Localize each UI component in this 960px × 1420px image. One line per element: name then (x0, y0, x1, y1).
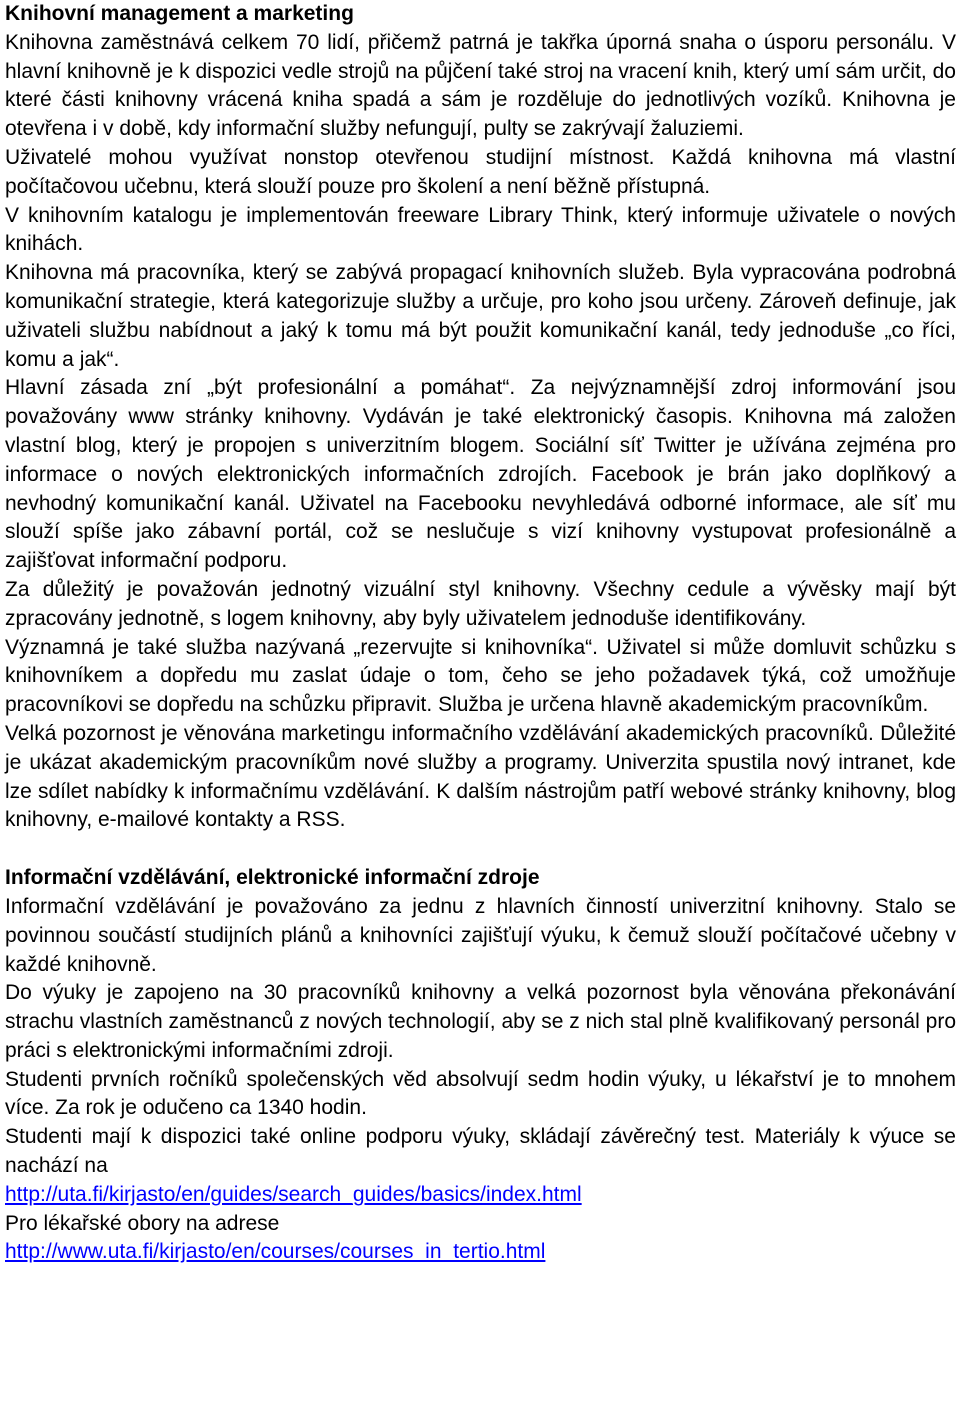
paragraph: Velká pozornost je věnována marketingu informačního vzdělávání akademických pracovníků. Důležité je ukázat akademickým pracovníkům nové služby a programy. Univerzita spustila nový intranet, kde lze sdílet nabídky k informačnímu vzdělávání. K dalším nástrojům patří webové stránky knihovny, blog knihovny, e-mailové kontakty a RSS. (5, 721, 956, 832)
paragraph: Hlavní zásada zní „být profesionální a pomáhat“. Za nejvýznamnější zdroj informování jsou považovány www stránky knihovny. Vydáván je také elektronický časopis. Knihovna má založen vlastní blog, který je propojen s univerzitním blogem. Sociální síť Twitter je užívána zejména pro informace o nových elektronických informačních zdrojích. Facebook je brán jako doplňkový a nevhodný komunikační kanál. Uživatel na Facebooku nevyhledává odborné informace, ale síť mu slouží spíše jako zábavní portál, což se neslučuje s vizí knihovny vystupovat profesionálně a zajišťovat informační podporu. (5, 376, 956, 573)
paragraph: Knihovna zaměstnává celkem 70 lidí, přičemž patrná je takřka úporná snaha o úsporu personálu. V hlavní knihovně je k dispozici vedle strojů na půjčení také stroj na vracení knih, který umí sám určit, do které části knihovny vrácená kniha spadá a sám je rozděluje do jednotlivých vozíků. Knihovna je otevřena i v době, kdy informační služby nefungují, pulty se zakrývají žaluziemi. (5, 30, 956, 141)
paragraph: Uživatelé mohou využívat nonstop otevřenou studijní místnost. Každá knihovna má vlastní počítačovou učebnu, která slouží pouze pro školení a není běžně přístupná. (5, 145, 956, 198)
link-line-courses (5, 1238, 956, 1267)
paragraph: Studenti mají k dispozici také online podporu výuky, skládají závěrečný test. Materiály k výuce se nachází na (5, 1125, 956, 1178)
paragraph: Za důležitý je považován jednotný vizuální styl knihovny. Všechny cedule a vývěsky mají být zpracovány jednotně, s logem knihovny, aby byly uživatelem jednoduše identifikovány. (5, 577, 956, 630)
link-label-medical: Pro lékařské obory na adrese (5, 1211, 280, 1235)
paragraph: Do výuky je zapojeno na 30 pracovníků knihovny a velká pozornost byla věnována překonávání strachu vlastních zaměstnanců z nových technologií, aby se z nich stal plně kvalifikovaný personál pro práci s elektronickými informačními zdroji. (5, 981, 956, 1062)
paragraph: Významná je také služba nazývaná „rezervujte si knihovníka“. Uživatel si může domluvit schůzku s knihovníkem a dopředu mu zaslat údaje o tom, čeho se jeho požadavek týká, což umožňuje pracovníkovi se dopředu na schůzku připravit. Služba je určena hlavně akademickým pracovníkům. (5, 635, 956, 717)
paragraph: Studenti prvních ročníků společenských věd absolvují sedm hodin výuky, u lékařství je to mnohem více. Za rok je odučeno ca 1340 hodin. (5, 1067, 956, 1120)
link-search-guides-basics[interactable]: http://uta.fi/kirjasto/en/guides/search_guides/basics/index.html (5, 1182, 582, 1206)
paragraph: Knihovna má pracovníka, který se zabývá propagací knihovních služeb. Byla vypracována podrobná komunikační strategie, která kategorizuje služby a určuje, pro koho jsou určeny. Zároveň definuje, jak uživateli službu nabídnout a jaký k tomu má být použit komunikační kanál, tedy jednoduše „co říci, komu a jak“. (5, 261, 956, 371)
link-line-basics (5, 1181, 956, 1210)
section-heading-education: Informační vzdělávání, elektronické informační zdroje (5, 866, 540, 890)
paragraph: Informační vzdělávání je považováno za jednu z hlavních činností univerzitní knihovny. Stalo se povinnou součástí studijních plánů a knihovníci zajišťují výuku, k čemuž slouží počítačové učebny v každé knihovně. (5, 894, 956, 976)
section-spacer (5, 835, 956, 864)
section-heading-management: Knihovní management a marketing (5, 2, 354, 25)
paragraph: V knihovním katalogu je implementován freeware Library Think, který informuje uživatele o nových knihách. (5, 203, 956, 256)
link-courses-in-tertio[interactable]: http://www.uta.fi/kirjasto/en/courses/courses_in_tertio.html (5, 1240, 546, 1264)
